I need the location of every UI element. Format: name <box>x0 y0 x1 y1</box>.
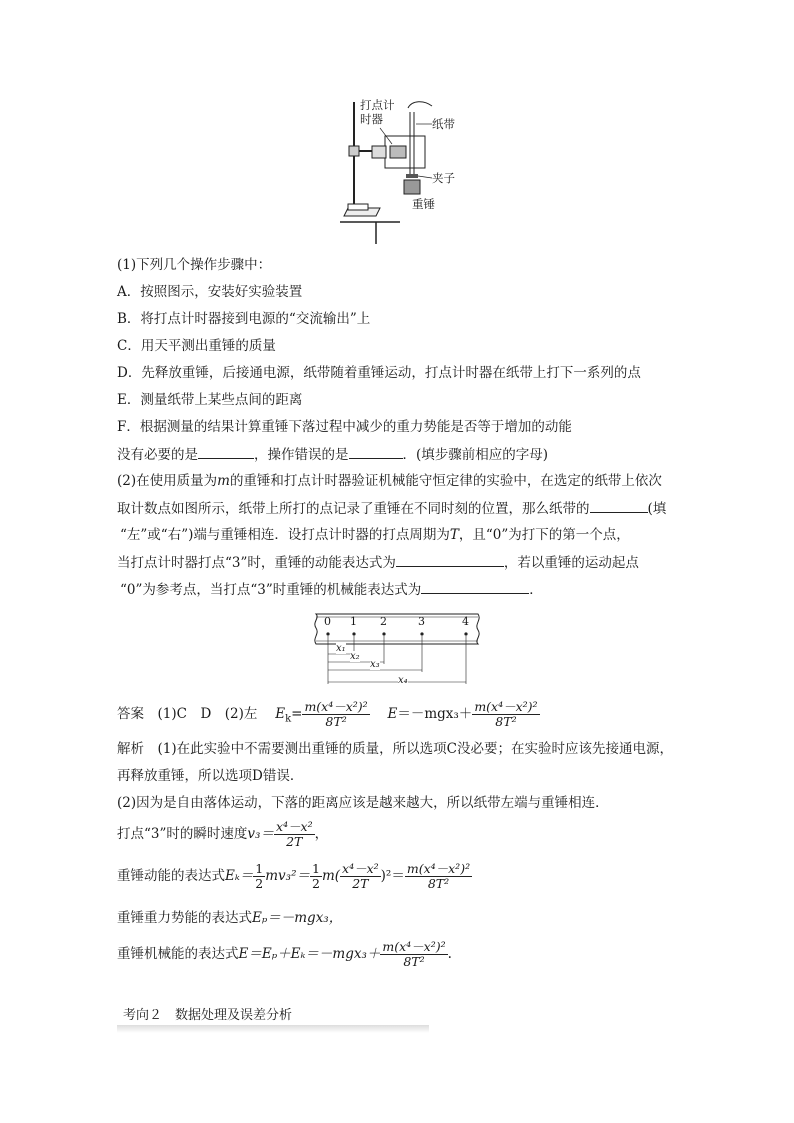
tape-dist-x1: x₁ <box>336 643 346 654</box>
q2-line1: (2)在使用质量为m的重锤和打点计时器验证机械能守恒定律的实验中，在选定的纸带上依次 <box>117 473 662 489</box>
tape-point-3: 3 <box>418 615 425 628</box>
section-title: 考向２ 数据处理及误差分析 <box>123 1008 293 1023</box>
tape-dist-x3: x₃ <box>370 659 380 670</box>
analysis-mechanical: 重锤机械能的表达式E＝Eₚ＋Eₖ＝－mgx₃＋ $\frac{\text{m(x⁴－x²)²}}{\text{8T²}}$ . <box>117 939 452 969</box>
q1-intro: (1)下列几个操作步骤中： <box>117 257 272 273</box>
tape-point-4: 4 <box>462 615 469 628</box>
analysis-potential: 重锤重力势能的表达式Eₚ＝－mgx₃， <box>117 910 343 926</box>
analysis-velocity: 打点“3”时的瞬时速度v₃＝ $\frac{\text{x⁴－x²}}{2T}$ ， <box>117 819 329 849</box>
q2-line5: “0”为参考点，当打点“3”时重锤的机械能表达式为 ． <box>120 579 543 600</box>
q1-step-a: A．按照图示，安装好实验装置 <box>117 284 303 300</box>
tape-dist-x4: x₄ <box>398 675 408 686</box>
answer-blank[interactable] <box>396 552 504 567</box>
answer-line: 答案 (1)C D (2)左 $E_k=$ $\frac{\text{m(x⁴－x²)²}}{\text{8T²}}$ E＝－mgx₃＋ $\frac{\text{m(x⁴－x²)²}}{\text{8T²}}$ <box>117 699 538 729</box>
section-divider <box>117 1025 429 1033</box>
q1-step-d: D．先释放重锤，后接通电源，纸带随着重锤运动，打点计时器在纸带上打下一系列的点 <box>117 365 641 381</box>
answer-blank[interactable] <box>421 579 529 594</box>
tape-point-0: 0 <box>324 615 331 628</box>
analysis-kinetic: 重锤动能的表达式Eₖ＝ $\frac{1}{2}$ mv₃²＝ $\frac{1}{2}$ m( $\frac{\text{x⁴－x²}}{2T}$ )²＝ $\frac{\text{m(x⁴－x²)²}}{\text{8T²}}$ <box>117 861 471 891</box>
tape-point-2: 2 <box>380 615 387 628</box>
answer-ek-fraction: $\frac{\text{m(x⁴－x²)²}}{\text{8T²}}$ <box>304 699 368 729</box>
q1-ask: 没有必要的是 ，操作错误的是 ．(填步骤前相应的字母) <box>117 444 548 465</box>
timer-label: 打点计 时器 <box>360 98 395 126</box>
q1-step-c: C．用天平测出重锤的质量 <box>117 338 276 354</box>
q2-line2: 取计数点如图所示，纸带上所打的点记录了重锤在不同时刻的位置，那么纸带的 (填 <box>117 498 666 519</box>
answer-label: 答案 <box>117 706 144 722</box>
tape-figure <box>310 612 485 690</box>
analysis-p1a: 解析 (1)在此实验中不需要测出重锤的质量，所以选项C没必要；在实验时应该先接通电源， <box>117 741 673 757</box>
weight-label: 重锤 <box>412 197 435 211</box>
answer-e-fraction: $\frac{\text{m(x⁴－x²)²}}{\text{8T²}}$ <box>474 699 538 729</box>
q2-line4: 当打点计时器打点“3”时，重锤的动能表达式为 ，若以重锤的运动起点 <box>117 552 639 573</box>
clip-label: 夹子 <box>432 171 455 185</box>
tape-dist-x2: x₂ <box>350 651 360 662</box>
q1-step-b: B．将打点计时器接到电源的“交流输出”上 <box>117 311 371 327</box>
tape-label: 纸带 <box>432 117 455 131</box>
analysis-p2: (2)因为是自由落体运动，下落的距离应该是越来越大，所以纸带左端与重锤相连． <box>117 795 609 811</box>
answer-blank[interactable] <box>198 444 254 459</box>
analysis-p1b: 再释放重锤，所以选项D错误． <box>117 768 304 784</box>
analysis-label: 解析 <box>117 741 144 757</box>
answer-blank[interactable] <box>349 444 403 459</box>
q1-step-f: F．根据测量的结果计算重锤下落过程中减少的重力势能是否等于增加的动能 <box>117 419 572 435</box>
tape-point-1: 1 <box>350 615 357 628</box>
q2-line3: “左”或“右”)端与重锤相连．设打点计时器的打点周期为T，且“0”为打下的第一个点， <box>120 527 630 543</box>
q1-step-e: E．测量纸带上某些点间的距离 <box>117 392 303 408</box>
apparatus-figure <box>340 96 470 246</box>
answer-blank[interactable] <box>590 498 648 513</box>
